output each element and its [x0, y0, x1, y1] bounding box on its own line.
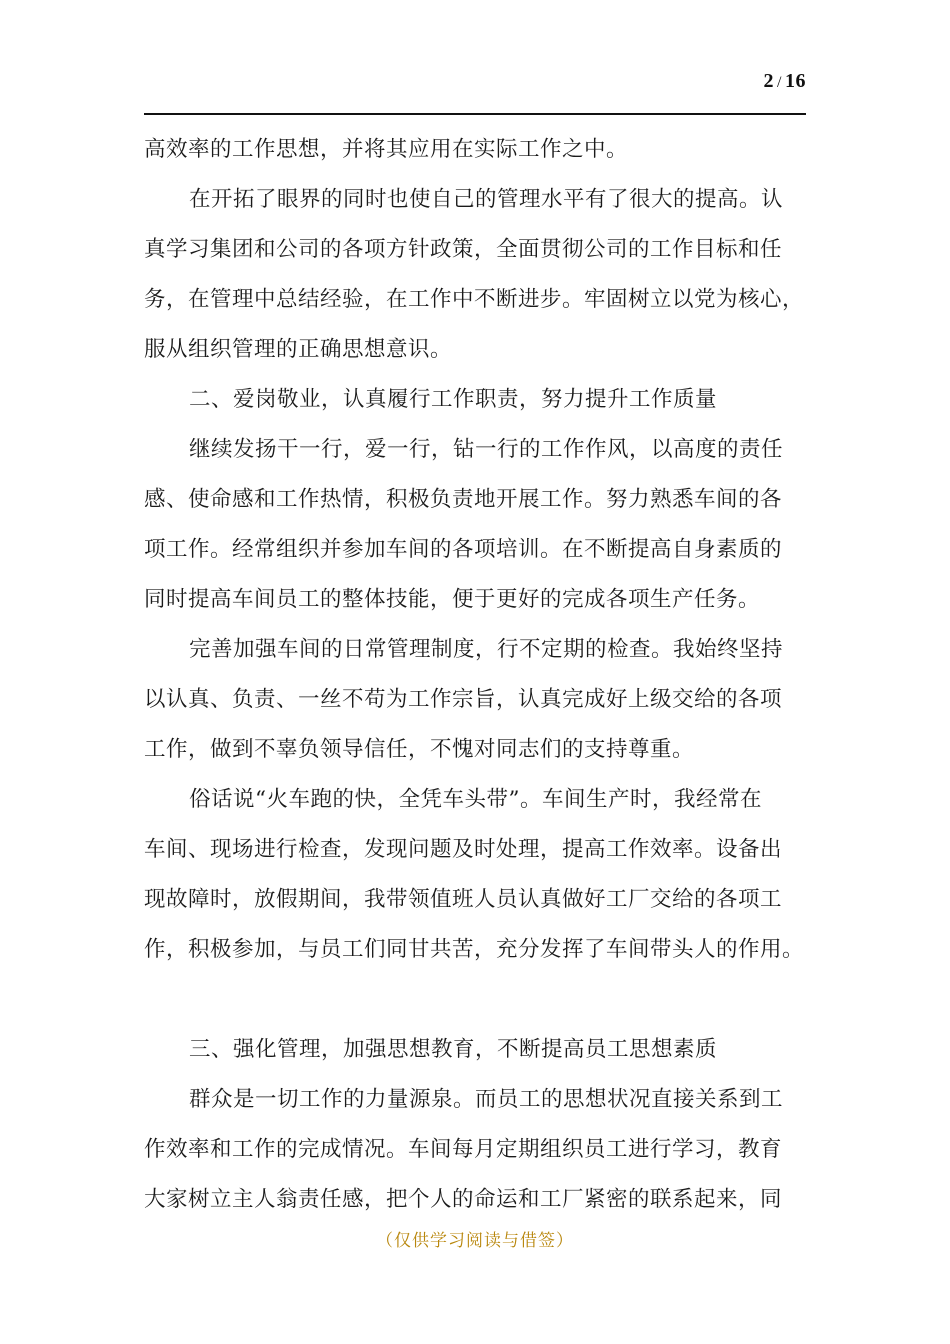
text-line: 大家树立主人翁责任感，把个人的命运和工厂紧密的联系起来，同: [144, 1187, 783, 1212]
text-line: 继续发扬干一行，爱一行，钻一行的工作作风，以高度的责任: [189, 437, 784, 462]
section-heading: 三、强化管理，加强思想教育，不断提高员工思想素质: [189, 1037, 718, 1062]
text-line: 车间、现场进行检查，发现问题及时处理，提高工作效率。设备出: [144, 837, 783, 862]
text-line: 工作，做到不辜负领导信任，不愧对同志们的支持尊重。: [144, 737, 695, 762]
text-line: 群众是一切工作的力量源泉。而员工的思想状况直接关系到工: [189, 1087, 784, 1112]
text-line: 作效率和工作的完成情况。车间每月定期组织员工进行学习，教育: [144, 1137, 783, 1162]
text-line: 真学习集团和公司的各项方针政策，全面贯彻公司的工作目标和任: [144, 237, 783, 262]
page-number: [764, 70, 806, 93]
text-line: 同时提高车间员工的整体技能，便于更好的完成各项生产任务。: [144, 587, 761, 612]
text-line: 现故障时，放假期间，我带领值班人员认真做好工厂交给的各项工: [144, 887, 783, 912]
text-line: 感、使命感和工作热情，积极负责地开展工作。努力熟悉车间的各: [144, 487, 783, 512]
text-line: 服从组织管理的正确思想意识。: [144, 337, 453, 362]
section-heading: 二、爱岗敬业，认真履行工作职责，努力提升工作质量: [189, 387, 718, 412]
page-current: 2: [763, 70, 775, 92]
text-line: 以认真、负责、一丝不苟为工作宗旨，认真完成好上级交给的各项: [144, 687, 783, 712]
text-line: 在开拓了眼界的同时也使自己的管理水平有了很大的提高。认: [189, 187, 784, 212]
page-separator: /: [777, 74, 782, 91]
text-line: 作，积极参加，与员工们同甘共苦，充分发挥了车间带头人的作用。: [144, 937, 805, 962]
header-divider: [144, 113, 806, 115]
text-line: 务，在管理中总结经验，在工作中不断进步。牢固树立以党为核心，: [144, 287, 805, 312]
text-line: 项工作。经常组织并参加车间的各项培训。在不断提高自身素质的: [144, 537, 783, 562]
blank-line: [144, 975, 810, 1025]
text-line: 俗话说“火车跑的快，全凭车头带”。车间生产时，我经常在: [189, 787, 762, 812]
document-body: [144, 125, 810, 1225]
text-line: 高效率的工作思想，并将其应用在实际工作之中。: [144, 137, 629, 162]
text-line: 完善加强车间的日常管理制度，行不定期的检查。我始终坚持: [189, 637, 784, 662]
footer-note: （仅供学习阅读与借签）: [376, 1231, 574, 1251]
page-total: 16: [785, 70, 806, 92]
